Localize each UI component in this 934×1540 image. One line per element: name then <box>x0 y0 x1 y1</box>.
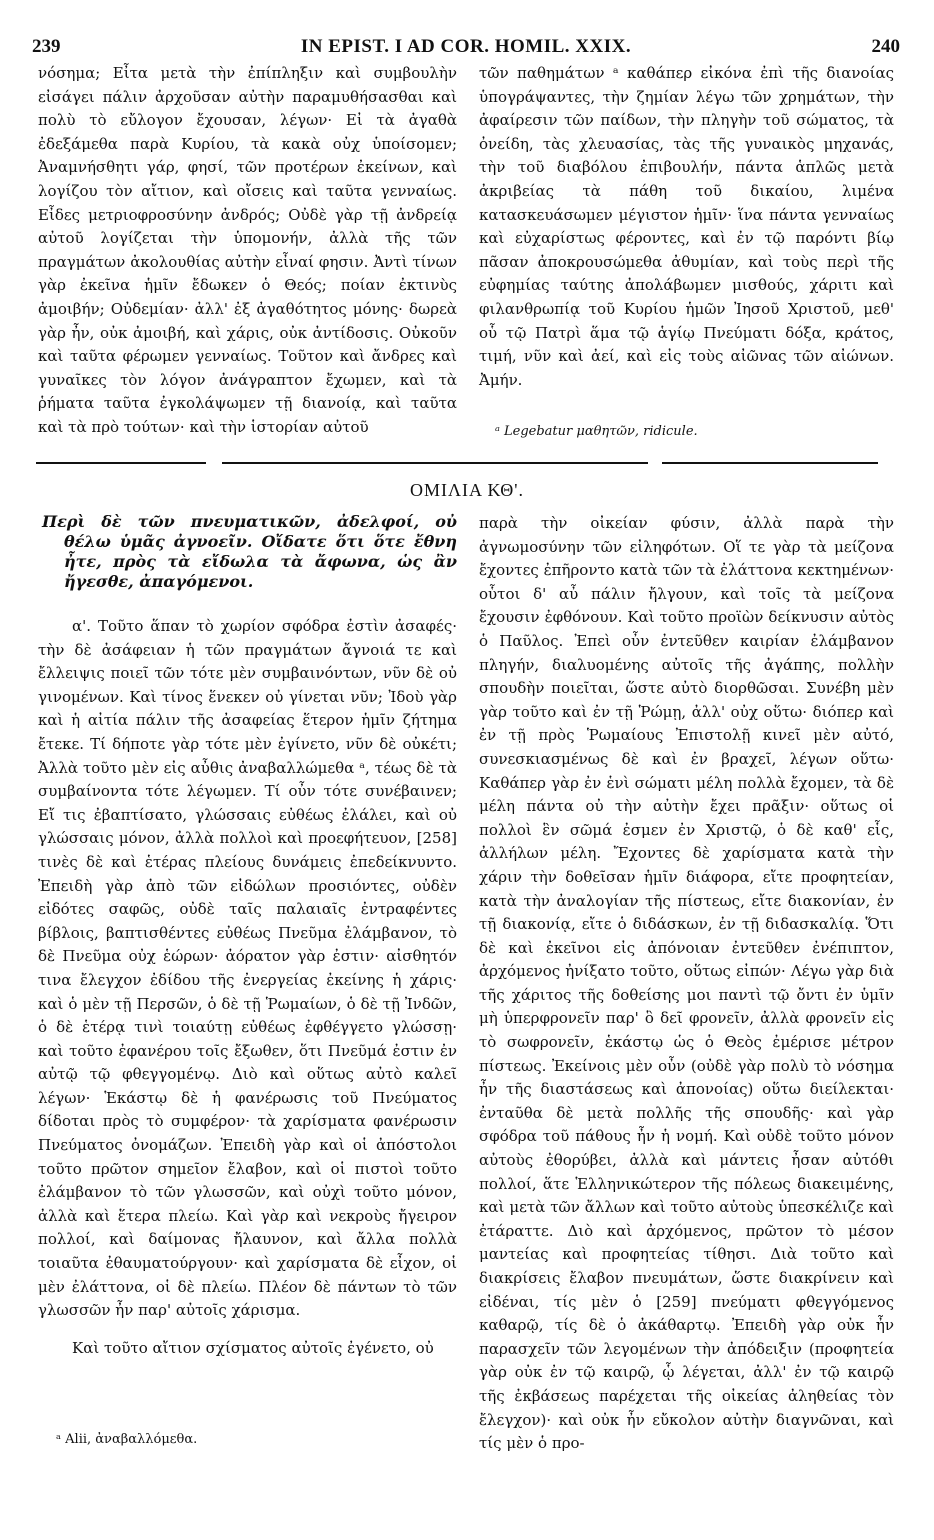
top-left-paragraph: νόσημα; Εἶτα μετὰ τὴν ἐπίπληξιν καὶ συμβουλὴν εἰσάγει πάλιν ἀρχοῦσαν αὐτὴν παραμυθήσασθαι καὶ πολὺ τὸ εὔλογον ἔχουσαν, λέγων· Εἰ τὰ ἀγαθὰ ἐδεξάμεθα παρὰ Κυρίου, τὰ κακὰ οὐχ ὑποίσομεν; Ἀναμνήσθητι γάρ, φησί, τῶν προτέρων ἐκείνων, καὶ λογίζου τὸν αἴτιον, καὶ οἴσεις καὶ ταῦτα γενναίως. Εἶδες μετριοφροσύνην ἀνδρός; Οὐδὲ γὰρ τῇ ἀνδρείᾳ αὐτοῦ λογίζεται τὴν ὑπομονήν, ἀλλὰ τῆς τῶν πραγμάτων ἀκολουθίας αὐτὴν εἶναί φησιν. Ἀντὶ τίνων γὰρ ἐκεῖνα ἡμῖν ἔδωκεν ὁ Θεός; ποίαν ἐκτινὺς ἀμοιβήν; Οὐδεμίαν· ἀλλ' ἐξ ἀγαθότητος μόνης· δωρεὰ γὰρ ἦν, οὐκ ἀμοιβή, καὶ χάρις, οὐκ ἀντίδοσις. Οὐκοῦν καὶ ταῦτα φέρωμεν γενναίως. Τοῦτον καὶ ἄνδρες καὶ γυναῖκες τὸν λόγον ἀνάγραπτον ἔχωμεν, καὶ τὰ ῥήματα ταῦτα ἐγκολάψωμεν τῇ διανοίᾳ, καὶ ταῦτα καὶ τὰ πρὸ τούτων· καὶ τὴν ἱστορίαν αὐτοῦ <box>38 64 457 436</box>
running-title: IN EPIST. I AD COR. HOMIL. XXIX. <box>300 36 632 57</box>
homily-title: ΟΜΙΛΙΑ ΚΘ'. <box>409 480 525 500</box>
section-one-paragraph: α'. Τοῦτο ἅπαν τὸ χωρίον σφόδρα ἐστὶν ἀσαφές· τὴν δὲ ἀσάφειαν ἡ τῶν πραγμάτων ἄγνοιά τε καὶ ἔλλειψις ποιεῖ τῶν τότε μὲν συμβαινόντων, νῦν δὲ οὐ γινομένων. Καὶ τίνος ἕνεκεν οὐ γίνεται νῦν; Ἰδοὺ γὰρ καὶ ἡ αἰτία πάλιν τῆς ἀσαφείας ἕτερον ἡμῖν ζήτημα ἔτεκε. Τί δήποτε γὰρ τότε μὲν ἐγίνετο, νῦν δὲ οὐκέτι; Ἀλλὰ τοῦτο μὲν εἰς αὖθις ἀναβαλλώμεθα ᵃ, τέως δὲ τὰ συμβαίνοντα τότε λέγωμεν. Τί οὖν τότε συνέβαινεν; Εἴ τις ἐβαπτίσατο, γλώσσαις εὐθέως ἐλάλει, καὶ οὐ γλώσσαις μόνον, ἀλλὰ πολλοὶ καὶ προεφήτευον, [258] τινὲς δὲ καὶ ἑτέρας πλείους δυνάμεις ἐπεδείκνυντο. Ἐπειδὴ γὰρ ἀπὸ τῶν εἰδώλων προσιόντες, οὐδὲν εἰδότες σαφῶς, οὐδὲ ταῖς παλαιαῖς ἐντραφέντες βίβλοις, βαπτισθέντες εὐθέως Πνεῦμα ἐλάμβανον, τὸ δὲ Πνεῦμα οὐχ ἑώρων· ἀόρατον γὰρ ἐστιν· αἰσθητόν τινα ἔλεγχον ἐδίδου τῆς ἐνεργείας ἐκείνης ἡ χάρις· καὶ ὁ μὲν τῇ Περσῶν, ὁ δὲ τῇ Ῥωμαίων, ὁ δὲ τῇ Ἰνδῶν, ὁ δὲ ἑτέρᾳ τινὶ τοιαύτῃ εὐθέως ἐφθέγγετο γλώσσῃ· καὶ τοῦτο ἐφανέρου τοῖς ἔξωθεν, ὅτι Πνεῦμά ἐστιν ἐν αὐτῷ τῷ φθεγγομένῳ. Διὸ καὶ οὕτως αὐτὸ καλεῖ λέγων· Ἑκάστῳ δὲ ἡ φανέρωσις τοῦ Πνεύματος δίδοται πρὸς τὸ συμφέρον· τὰ χαρίσματα φανέρωσιν Πνεύματος ὀνομάζων. Ἐπειδὴ γὰρ καὶ οἱ ἀπόστολοι τοῦτο πρῶτον σημεῖον ἔλαβον, καὶ οἱ πιστοὶ τοῦτο ἐλάμβανον τὸ τῶν γλωσσῶν, καὶ οὐχὶ τοῦτο μόνον, ἀλλὰ καὶ ἕτερα πλείω. Καὶ γὰρ καὶ νεκροὺς ἤγειρον πολλοί, καὶ δαίμονας ἤλαυνον, καὶ ἄλλα πολλὰ τοιαῦτα ἐθαυματούργουν· καὶ χαρίσματα δὲ εἶχον, οἱ μὲν ἐλάττονα, οἱ δὲ πλείω. Πλέον δὲ πάντων τὸ τῶν γλωσσῶν ἦν παρ' αὐτοῖς χάρισμα. <box>38 617 457 1320</box>
top-right-paragraph: τῶν παθημάτων ᵃ καθάπερ εἰκόνα ἐπὶ τῆς διανοίας ὑπογράψαντες, τὴν ζημίαν λέγω τῶν χρημάτων, τὴν ἀφαίρεσιν τῶν παίδων, τὴν πληγὴν τοῦ σώματος, τὰ ὀνείδη, τὰς χλευασίας, τὰς τῆς γυναικὸς μηχανάς, τὴν τοῦ διαβόλου ἐπιβουλήν, πάντα ἁπλῶς μετὰ ἀκριβείας τὰ πάθη τοῦ δικαίου, λιμένα κατασκευάσωμεν μέγιστον ἡμῖν· ἵνα πάντα γενναίως καὶ εὐχαρίστως φέροντες, καὶ ἐν τῷ παρόντι βίῳ πᾶσαν ἀποκρουσώμεθα ἀθυμίαν, καὶ τοὺς περὶ τῆς εὐφημίας ταύτης ἀπολάβωμεν μισθούς, χάριτι καὶ φιλανθρωπίᾳ τοῦ Κυρίου ἡμῶν Ἰησοῦ Χριστοῦ, μεθ' οὗ τῷ Πατρὶ ἅμα τῷ ἁγίῳ Πνεύματι δόξα, κράτος, τιμή, νῦν καὶ ἀεί, καὶ εἰς τοὺς αἰῶνας τῶν αἰώνων. Ἀμήν. <box>479 64 894 389</box>
bottom-left-footnote: ᵃ Alii, ἀναβαλλόμεθα. <box>56 1432 198 1447</box>
bottom-right-paragraph: παρὰ τὴν οἰκείαν φύσιν, ἀλλὰ παρὰ τὴν ἀγνωμοσύνην τῶν εἰληφότων. Οἵ τε γὰρ τὰ μείζονα ἔχοντες ἐπῆροντο κατὰ τῶν τὰ ἐλάττονα κεκτημένων· οὗτοι δ' αὖ πάλιν ἤλγουν, καὶ τοῖς τὰ μείζονα ἔχουσιν ἐφθόνουν. Καὶ τοῦτο προϊὼν δείκνυσιν αὐτὸς ὁ Παῦλος. Ἐπεὶ οὖν ἐντεῦθεν καιρίαν ἐλάμβανον πληγήν, διαλυομένης αὐτοῖς τῆς ἀγάπης, πολλὴν σπουδὴν ποιεῖται, ὥστε αὐτὸ διορθῶσαι. Συνέβη μὲν γὰρ τοῦτο καὶ ἐν τῇ Ῥώμῃ, ἀλλ' οὐχ οὕτω· διόπερ καὶ ἐν τῇ πρὸς Ῥωμαίους Ἐπιστολῇ κινεῖ μὲν αὐτό, συνεσκιασμένως δὲ καὶ ἐν βραχεῖ, λέγων οὕτω· Καθάπερ γὰρ ἐν ἑνὶ σώματι μέλη πολλὰ ἔχομεν, τὰ δὲ μέλη πάντα οὐ τὴν αὐτὴν ἔχει πρᾶξιν· οὕτως οἱ πολλοὶ ἓν σῶμά ἐσμεν ἐν Χριστῷ, ὁ δὲ καθ' εἷς, ἀλλήλων μέλη. Ἔχοντες δὲ χαρίσματα κατὰ τὴν χάριν τὴν δοθεῖσαν ἡμῖν διάφορα, εἴτε προφητείαν, κατὰ τὴν ἀναλογίαν τῆς πίστεως, εἴτε διακονίαν, ἐν τῇ διακονίᾳ, εἴτε ὁ διδάσκων, ἐν τῇ διδασκαλίᾳ. Ὅτι δὲ καὶ ἐκεῖνοι εἰς ἀπόνοιαν ἐντεῦθεν ἐνέπιπτον, ἀρχόμενος ἠνίξατο τοῦτο, οὕτως εἰπών· Λέγω γὰρ διὰ τῆς χάριτος τῆς δοθείσης μοι παντὶ τῷ ὄντι ἐν ὑμῖν μὴ ὑπερφρονεῖν παρ' ὃ δεῖ φρονεῖν, ἀλλὰ φρονεῖν εἰς τὸ σωφρονεῖν, ἑκάστῳ ὡς ὁ Θεὸς ἐμέρισε μέτρον πίστεως. Ἐκείνοις μὲν οὖν (οὐδὲ γὰρ πολὺ τὸ νόσημα ἦν τῆς διαστάσεως καὶ ἀπονοίας) οὕτω διείλεκται· ἐνταῦθα δὲ μετὰ πολλῆς τῆς σπουδῆς· καὶ γὰρ σφόδρα τοῦ πάθους ἦν ἡ νομή. Καὶ οὐδὲ τοῦτο μόνον αὐτοὺς ἐθορύβει, ἀλλὰ καὶ μάντεις ἦσαν αὐτόθι πολλοί, ἅτε Ἑλληνικώτερον τῆς πόλεως διακειμένης, καὶ μετὰ τῶν ἄλλων καὶ τοῦτο αὐτοὺς ὑπεσκέλιζε καὶ ἐτάραττε. Διὸ καὶ ἀρχόμενος, πρῶτον τὸ μέσον μαντείας καὶ προφητείας τίθησι. Διὰ τοῦτο καὶ διακρίσεις ἔλαβον πνευμάτων, ὥστε διακρίνειν καὶ εἰδέναι, τίς μὲν ὁ [259] πνεύματι φθεγγόμενος καθαρῷ, τίς δὲ ὁ ἀκάθαρτῳ. Ἐπειδὴ γὰρ οὐκ ἦν παρασχεῖν τῶν λεγομένων τὴν ἀπόδειξιν (προφητεία γὰρ οὐκ ἐν τῷ καιρῷ, ᾧ λέγεται, ἀλλ' ἐν τῷ καιρῷ τῆς ἐκβάσεως παρέχεται τῆς οἰκείας ἀληθείας τὸν ἔλεγχον)· καὶ οὐκ ἦν εὔκολον αὐτὴν διαγνῶναι, καὶ τίς μὲν ὁ προ- <box>479 514 894 1453</box>
top-left-column <box>38 62 457 440</box>
top-right-column <box>479 62 894 392</box>
scripture-incipit: Περὶ δὲ τῶν πνευματικῶν, ἀδελφοί, οὐ θέλω ὑμᾶς ἀγνοεῖν. Οἴδατε ὅτι ὅτε ἔθνη ἦτε, πρὸς τὰ εἴδωλα τὰ ἄφωνα, ὡς ἂν ἤγεσθε, ἀπαγόμενοι. <box>42 512 457 591</box>
bottom-left-column <box>38 512 457 1360</box>
closing-line: Καὶ τοῦτο αἴτιον σχίσματος αὐτοῖς ἐγένετο, οὐ <box>72 1338 434 1357</box>
section-rule-right <box>662 462 878 464</box>
running-header <box>32 36 900 60</box>
top-right-footnote: ᵃ Legebatur μαθητῶν, ridicule. <box>495 424 698 439</box>
bottom-right-column <box>479 512 894 1456</box>
section-rule-center <box>222 462 648 464</box>
page-number-right: 240 <box>871 36 900 57</box>
page-number-left: 239 <box>32 36 61 57</box>
section-rule-left <box>36 462 206 464</box>
